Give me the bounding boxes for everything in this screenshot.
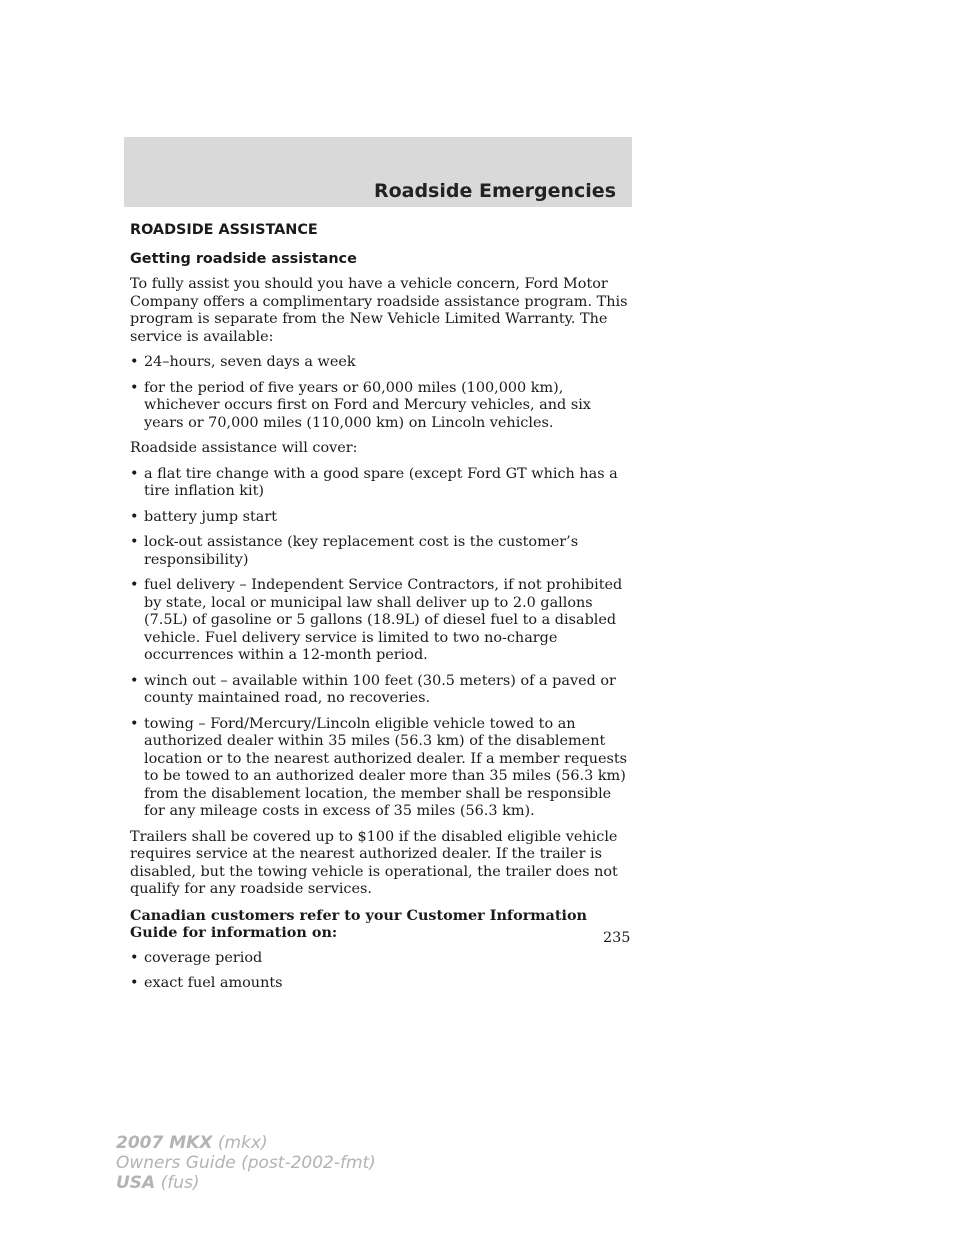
canadian-intro: Canadian customers refer to your Customer Information Guide for information on: xyxy=(130,906,588,941)
canadian-list xyxy=(130,950,630,993)
list-item: • a flat tire change with a good spare (except Ford GT which has a tire inflation kit) xyxy=(130,466,630,501)
list-item: • lock-out assistance (key replacement cost is the customer’s responsibility) xyxy=(130,534,630,569)
footer-model: 2007 MKX xyxy=(116,1133,213,1153)
section-title: ROADSIDE ASSISTANCE xyxy=(130,222,318,238)
availability-list xyxy=(130,354,630,432)
intro-paragraph: To fully assist you should you have a vehicle concern, Ford Motor Company offers a complimentary roadside assistance program. This program is separate from the New Vehicle Limited Warranty. The service is available: xyxy=(130,276,628,345)
page-content xyxy=(130,222,630,1001)
coverage-list xyxy=(130,466,630,821)
footer-region-code: (fus) xyxy=(160,1173,200,1193)
list-item: • battery jump start xyxy=(130,509,630,527)
coverage-intro: Roadside assistance will cover: xyxy=(130,440,358,456)
trailers-paragraph: Trailers shall be covered up to $100 if the disabled eligible vehicle requires service at the nearest authorized dealer. If the trailer is disabled, but the towing vehicle is operational, the trailer does not qualify for any roadside services. xyxy=(130,828,618,897)
header-band xyxy=(124,137,632,207)
list-item: • exact fuel amounts xyxy=(130,975,630,993)
list-item: • 24–hours, seven days a week xyxy=(130,354,630,372)
chapter-title: Roadside Emergencies xyxy=(373,180,616,202)
list-item: • towing – Ford/Mercury/Lincoln eligible vehicle towed to an authorized dealer within 35 miles (56.3 km) of the disablement location or to the nearest authorized dealer. If a member requests to be towed to an authorized dealer more than 35 miles (56.3 km) from the disablement location, the member shall be responsible for any mileage costs in excess of 35 miles (56.3 km). xyxy=(130,716,630,821)
list-item: • fuel delivery – Independent Service Contractors, if not prohibited by state, local or municipal law shall deliver up to 2.0 gallons (7.5L) of gasoline or 5 gallons (18.9L) of diesel fuel to a disabled vehicle. Fuel delivery service is limited to two no-charge occurrences within a 12-month period. xyxy=(130,577,630,665)
footer-region: USA xyxy=(116,1173,156,1193)
footer-model-code: (mkx) xyxy=(217,1133,268,1153)
footer-line-guide: Owners Guide (post-2002-fmt) xyxy=(116,1153,376,1173)
list-item: • coverage period xyxy=(130,950,630,968)
list-item: • winch out – available within 100 feet (30.5 meters) of a paved or county maintained road, no recoveries. xyxy=(130,673,630,708)
footer-line-region xyxy=(116,1173,376,1193)
page-number: 235 xyxy=(603,930,631,946)
list-item: • for the period of five years or 60,000 miles (100,000 km), whichever occurs first on Ford and Mercury vehicles, and six years or 70,000 miles (110,000 km) on Lincoln vehicles. xyxy=(130,380,630,433)
footer xyxy=(116,1133,376,1193)
section-subtitle: Getting roadside assistance xyxy=(130,250,357,267)
footer-line-model xyxy=(116,1133,376,1153)
